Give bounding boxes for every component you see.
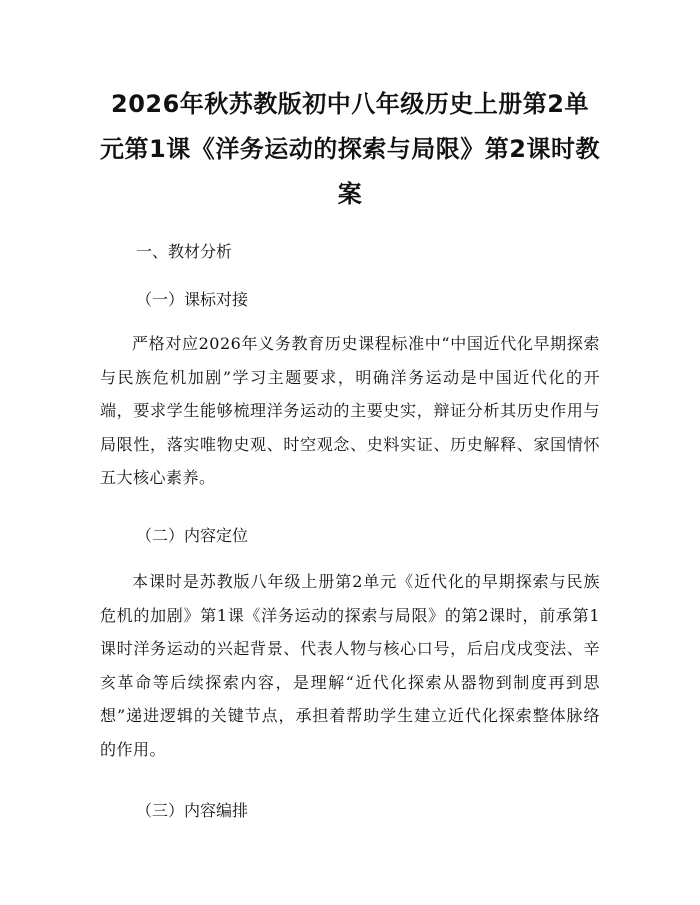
subsection-heading-curriculum-alignment: （一）课标对接 [136, 290, 249, 309]
subsection-heading-content-positioning: （二）内容定位 [136, 526, 249, 545]
paragraph-content-positioning: 本课时是苏教版八年级上册第2单元《近代化的早期探索与民族危机的加剧》第1课《洋务运动的探索与局限》的第2课时，前承第1课时洋务运动的兴起背景、代表人物与核心口号，后启戊戌变法、辛亥革命等后续探索内容，是理解“近代化探索从器物到制度再到思想”递进逻辑的关键节点，承担着帮助学生建立近代化探索整体脉络的作用。 [100, 572, 600, 759]
subsection-heading-content-arrangement: （三）内容编排 [136, 801, 249, 820]
document-title: 2026年秋苏教版初中八年级历史上册第2单元第1课《洋务运动的探索与局限》第2课时教案 [100, 90, 600, 208]
section-heading-textbook-analysis: 一、教材分析 [136, 242, 233, 261]
paragraph-curriculum-alignment: 严格对应2026年义务教育历史课程标准中“中国近代化早期探索与民族危机加剧”学习主题要求，明确洋务运动是中国近代化的开端，要求学生能够梳理洋务运动的主要史实，辩证分析其历史作用与局限性，落实唯物史观、时空观念、史料实证、历史解释、家国情怀五大核心素养。 [100, 334, 600, 488]
